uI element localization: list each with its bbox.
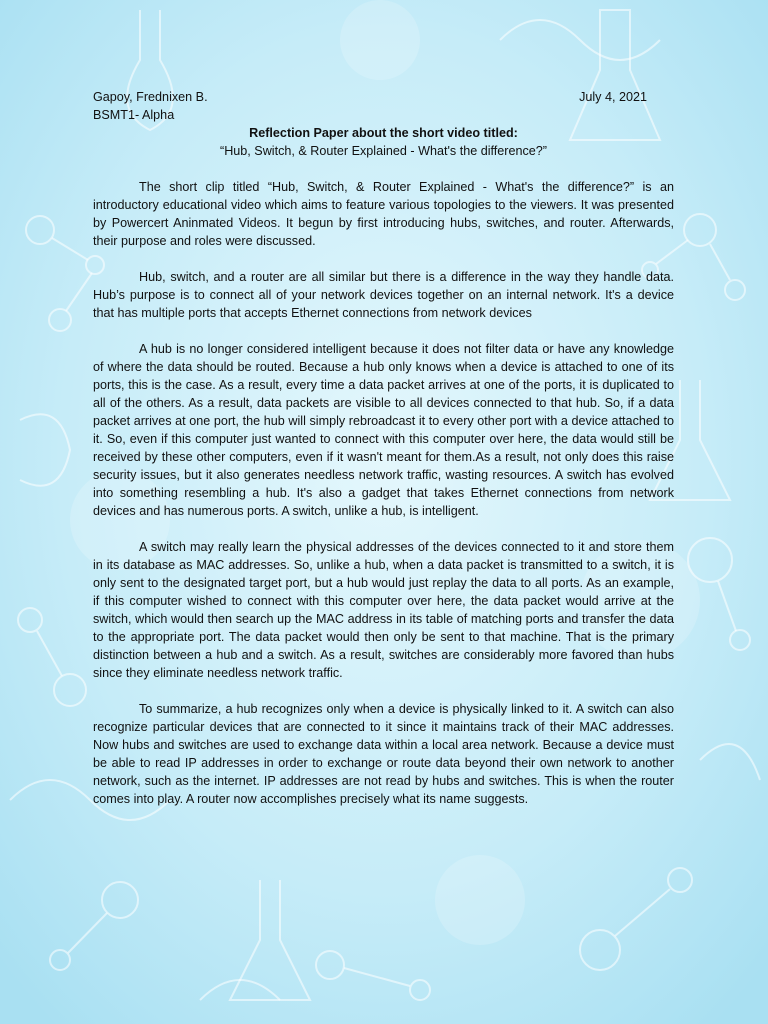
- paragraph: To summarize, a hub recognizes only when a device is physically linked to it. A switch can also recognize particular devices that are connected to it since it maintains track of their MAC addresses. Now hubs and switches are used to exchange data within a local area network. Because a device must be able to read IP addresses in order to exchange or route data beyond their own network to another network, such as the internet. IP addresses are not read by hubs and switches. This is when the router comes into play. A router now accomplishes precisely what its name suggests.: [93, 702, 674, 806]
- document-page: [93, 88, 674, 808]
- video-title: “Hub, Switch, & Router Explained - What's the difference?”: [220, 144, 547, 158]
- paragraph: Hub, switch, and a router are all similar but there is a difference in the way they handle data. Hub’s purpose is to connect all of your network devices together on an internal network. It's a device that has multiple ports that accepts Ethernet connections from network devices: [93, 270, 674, 320]
- header-row: [93, 88, 674, 106]
- paper-title: Reflection Paper about the short video titled:: [249, 126, 518, 140]
- document-date: July 4, 2021: [579, 90, 647, 104]
- paragraph: The short clip titled “Hub, Switch, & Router Explained - What's the difference?” is an introductory educational video which aims to feature various topologies to the viewers. It was presented by Powercert Aninmated Videos. It begun by first introducing hubs, switches, and router. Afterwards, their purpose and roles were discussed.: [93, 180, 674, 248]
- author-name: Gapoy, Frednixen B.: [93, 90, 208, 104]
- class-section: BSMT1- Alpha: [93, 108, 175, 122]
- paragraph: A switch may really learn the physical addresses of the devices connected to it and store them in its database as MAC addresses. So, unlike a hub, when a data packet is transmitted to a switch, it is only sent to the designated target port, but a hub would just replay the data to all ports. As an example, if this computer wished to connect with this computer over here, the data packet would arrive at the switch, which would then search up the MAC address in its table of matching ports and transfer the data to the appropriate port. The data packet would then only be sent to that machine. That is the primary distinction between a hub and a switch. As a result, switches are considerably more favored than hubs since they eliminate needless network traffic.: [93, 540, 674, 680]
- paragraph: A hub is no longer considered intelligent because it does not filter data or have any knowledge of where the data should be routed. Because a hub only knows when a device is attached to one of its ports, this is the case. As a result, every time a data packet arrives at one of the ports, it is duplicated to all of the others. As a result, data packets are visible to all devices connected to that hub. So, if a data packet arrives at one port, the hub will simply rebroadcast it to every other port with a device attached to it. So, even if this computer just wanted to connect with this computer over here, the data would still be received by these other computers, even if it wasn't meant for them.As a result, not only does this raise security issues, but it also generates needless network traffic, wasting resources. A switch has evolved into something resembling a hub. It's also a gadget that takes Ethernet connections from network devices and has numerous ports. A switch, unlike a hub, is intelligent.: [93, 342, 674, 518]
